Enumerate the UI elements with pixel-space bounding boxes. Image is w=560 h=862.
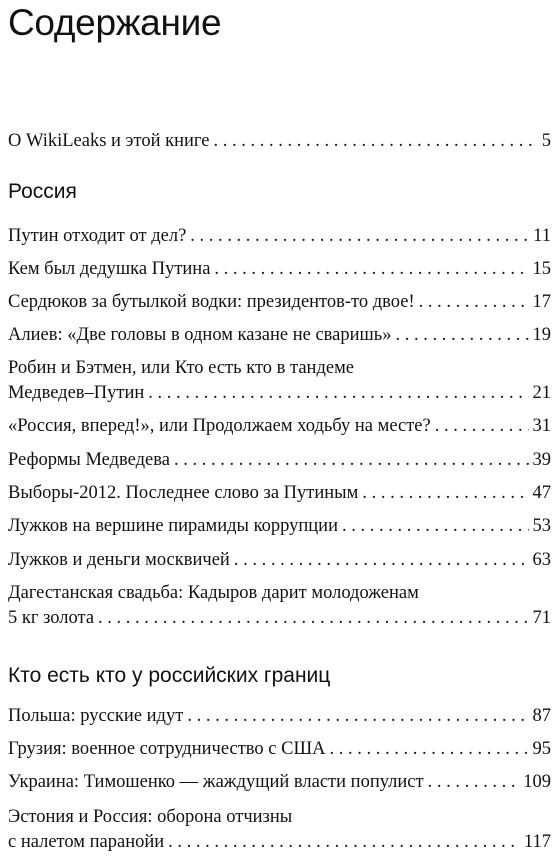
entry-title: Польша: русские идут	[8, 706, 184, 726]
page-number: 95	[532, 739, 551, 759]
page-number: 21	[532, 383, 551, 403]
entry-title-line1: Дагестанская свадьба: Кадыров дарит молодоженам	[8, 583, 419, 603]
entry-title: с налетом паранойи	[8, 832, 165, 852]
page-title: Содержание	[8, 2, 222, 43]
entry-title: О WikiLeaks и этой книге	[8, 131, 210, 151]
toc-entry[interactable]	[8, 448, 551, 473]
entry-title: Алиев: «Две головы в одном казане не сваришь»	[8, 325, 392, 345]
toc-entry[interactable]	[8, 770, 551, 795]
dot-leader	[148, 381, 528, 406]
toc-entry[interactable]	[8, 481, 551, 506]
page-number: 5	[541, 131, 551, 151]
toc-entry-intro[interactable]	[8, 129, 551, 154]
page-number: 31	[532, 416, 551, 436]
section-heading-russia: Россия	[8, 180, 77, 203]
page-number: 109	[523, 772, 551, 792]
dot-leader	[187, 704, 528, 729]
entry-title: Кем был дедушка Путина	[8, 259, 211, 279]
entry-title: 5 кг золота	[8, 608, 95, 628]
entry-title: Медведев–Путин	[8, 383, 145, 403]
entry-title: Путин отходит от дел?	[8, 226, 187, 246]
page-number: 19	[532, 325, 551, 345]
dot-leader	[342, 514, 529, 539]
dot-leader	[168, 830, 520, 855]
dot-leader	[435, 414, 529, 439]
dot-leader	[395, 323, 528, 348]
dot-leader	[362, 481, 528, 506]
dot-leader	[190, 224, 529, 249]
toc-entry[interactable]	[8, 414, 551, 439]
dot-leader	[174, 448, 529, 473]
dot-leader	[213, 129, 537, 154]
entry-title: Лужков и деньги москвичей	[8, 550, 230, 570]
toc-entry[interactable]	[8, 514, 551, 539]
toc-entry[interactable]	[8, 581, 551, 631]
page-number: 63	[532, 550, 551, 570]
entry-title: Украина: Тимошенко — жаждущий власти популист	[8, 772, 424, 792]
toc-entry[interactable]	[8, 805, 551, 855]
toc-entry[interactable]	[8, 737, 551, 762]
page-number: 87	[532, 706, 551, 726]
dot-leader	[419, 290, 529, 315]
page-number: 17	[532, 292, 551, 312]
entry-title: Грузия: военное сотрудничество с США	[8, 739, 326, 759]
toc-entry[interactable]	[8, 356, 551, 406]
page-number: 47	[532, 483, 551, 503]
toc-entry[interactable]	[8, 704, 551, 729]
page-number: 117	[523, 832, 551, 852]
toc-entry[interactable]	[8, 323, 551, 348]
toc-entry[interactable]	[8, 548, 551, 573]
dot-leader	[98, 606, 528, 631]
page-number: 53	[532, 516, 551, 536]
page-number: 15	[532, 259, 551, 279]
toc-entry[interactable]	[8, 290, 551, 315]
section-heading-borders: Кто есть кто у российских границ	[8, 664, 331, 687]
entry-title: Лужков на вершине пирамиды коррупции	[8, 516, 338, 536]
entry-title: Выборы-2012. Последнее слово за Путиным	[8, 483, 359, 503]
entry-title: «Россия, вперед!», или Продолжаем ходьбу на месте?	[8, 416, 431, 436]
dot-leader	[428, 770, 520, 795]
dot-leader	[214, 257, 528, 282]
dot-leader	[234, 548, 529, 573]
entry-title-line1: Робин и Бэтмен, или Кто есть кто в тандеме	[8, 358, 354, 378]
toc-entry[interactable]	[8, 257, 551, 282]
page-number: 39	[532, 450, 551, 470]
entry-title-line1: Эстония и Россия: оборона отчизны	[8, 807, 293, 827]
dot-leader	[329, 737, 528, 762]
toc-entry[interactable]	[8, 224, 551, 249]
page-number: 11	[533, 226, 551, 246]
page-number: 71	[532, 608, 551, 628]
entry-title: Сердюков за бутылкой водки: президентов-то двое!	[8, 292, 415, 312]
entry-title: Реформы Медведева	[8, 450, 170, 470]
